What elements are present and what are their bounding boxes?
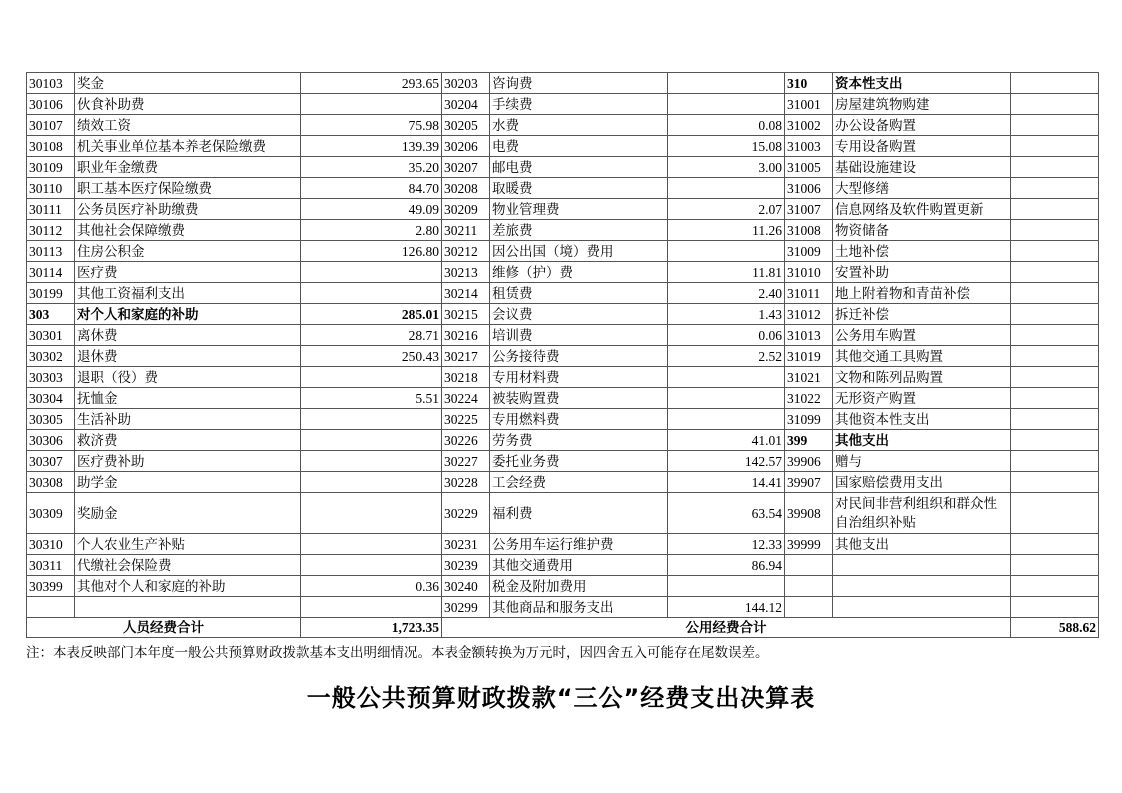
cell-b-name: 其他交通费用 xyxy=(490,555,668,576)
cell-c-name: 信息网络及软件购置更新 xyxy=(833,199,1011,220)
cell-b-amt: 3.00 xyxy=(668,157,785,178)
cell-b-code: 30215 xyxy=(442,304,490,325)
cell-b-code: 30204 xyxy=(442,94,490,115)
table-row xyxy=(27,262,1099,283)
cell-b-amt: 0.06 xyxy=(668,325,785,346)
cell-c-amt xyxy=(1011,73,1099,94)
cell-b-amt: 0.08 xyxy=(668,115,785,136)
cell-b-amt: 144.12 xyxy=(668,597,785,618)
cell-c-name: 安置补助 xyxy=(833,262,1011,283)
cell-a-amt xyxy=(301,409,442,430)
cell-b-name: 电费 xyxy=(490,136,668,157)
cell-a-code xyxy=(27,597,75,618)
cell-c-name xyxy=(833,555,1011,576)
cell-a-code: 30305 xyxy=(27,409,75,430)
cell-b-amt xyxy=(668,367,785,388)
cell-b-code: 30228 xyxy=(442,472,490,493)
cell-b-name: 公务用车运行维护费 xyxy=(490,534,668,555)
cell-b-code: 30217 xyxy=(442,346,490,367)
cell-a-name: 职工基本医疗保险缴费 xyxy=(75,178,301,199)
cell-b-name: 公务接待费 xyxy=(490,346,668,367)
cell-c-name: 大型修缮 xyxy=(833,178,1011,199)
cell-b-code: 30229 xyxy=(442,493,490,534)
cell-c-name: 地上附着物和青苗补偿 xyxy=(833,283,1011,304)
cell-b-amt: 15.08 xyxy=(668,136,785,157)
cell-c-name: 办公设备购置 xyxy=(833,115,1011,136)
cell-c-amt xyxy=(1011,262,1099,283)
cell-a-amt: 0.36 xyxy=(301,576,442,597)
cell-a-code: 30304 xyxy=(27,388,75,409)
cell-a-code: 30310 xyxy=(27,534,75,555)
cell-b-amt xyxy=(668,409,785,430)
cell-a-name: 职业年金缴费 xyxy=(75,157,301,178)
cell-c-code: 31013 xyxy=(785,325,833,346)
cell-c-name: 其他资本性支出 xyxy=(833,409,1011,430)
cell-c-amt xyxy=(1011,388,1099,409)
cell-a-amt: 250.43 xyxy=(301,346,442,367)
cell-a-name: 其他对个人和家庭的补助 xyxy=(75,576,301,597)
cell-b-name: 税金及附加费用 xyxy=(490,576,668,597)
cell-a-code: 30114 xyxy=(27,262,75,283)
cell-b-amt: 63.54 xyxy=(668,493,785,534)
table-row xyxy=(27,157,1099,178)
table-row xyxy=(27,115,1099,136)
cell-a-amt: 285.01 xyxy=(301,304,442,325)
cell-a-name: 退职（役）费 xyxy=(75,367,301,388)
cell-a-code: 30308 xyxy=(27,472,75,493)
cell-b-code: 30214 xyxy=(442,283,490,304)
cell-c-name: 基础设施建设 xyxy=(833,157,1011,178)
cell-a-name: 奖金 xyxy=(75,73,301,94)
cell-a-code: 30109 xyxy=(27,157,75,178)
cell-a-name: 代缴社会保险费 xyxy=(75,555,301,576)
cell-a-code: 30307 xyxy=(27,451,75,472)
cell-c-name: 其他交通工具购置 xyxy=(833,346,1011,367)
table-note: 注：本表反映部门本年度一般公共预算财政拨款基本支出明细情况。本表金额转换为万元时，因四舍五入可能存在尾数误差。 xyxy=(26,645,769,660)
cell-b-amt: 11.26 xyxy=(668,220,785,241)
cell-a-amt: 49.09 xyxy=(301,199,442,220)
cell-a-name xyxy=(75,597,301,618)
cell-a-code: 30399 xyxy=(27,576,75,597)
cell-c-code: 31022 xyxy=(785,388,833,409)
cell-b-name: 物业管理费 xyxy=(490,199,668,220)
cell-a-name: 助学金 xyxy=(75,472,301,493)
cell-c-code xyxy=(785,576,833,597)
cell-c-amt xyxy=(1011,346,1099,367)
cell-c-amt xyxy=(1011,94,1099,115)
cell-b-name: 因公出国（境）费用 xyxy=(490,241,668,262)
cell-b-code: 30225 xyxy=(442,409,490,430)
cell-b-amt xyxy=(668,576,785,597)
table-row xyxy=(27,430,1099,451)
cell-a-amt xyxy=(301,430,442,451)
cell-c-code: 39906 xyxy=(785,451,833,472)
cell-b-code: 30209 xyxy=(442,199,490,220)
cell-c-code: 31006 xyxy=(785,178,833,199)
cell-b-name: 租赁费 xyxy=(490,283,668,304)
cell-c-amt xyxy=(1011,157,1099,178)
cell-a-name: 绩效工资 xyxy=(75,115,301,136)
cell-c-amt xyxy=(1011,199,1099,220)
cell-a-amt xyxy=(301,367,442,388)
personnel-total-label: 人员经费合计 xyxy=(27,618,301,638)
cell-a-code: 30199 xyxy=(27,283,75,304)
cell-c-code: 31003 xyxy=(785,136,833,157)
cell-b-code: 30299 xyxy=(442,597,490,618)
cell-b-name: 培训费 xyxy=(490,325,668,346)
cell-a-name: 对个人和家庭的补助 xyxy=(75,304,301,325)
personnel-total-amount: 1,723.35 xyxy=(301,618,442,638)
public-total-amount: 588.62 xyxy=(1011,618,1099,638)
cell-a-amt: 75.98 xyxy=(301,115,442,136)
cell-b-name: 取暖费 xyxy=(490,178,668,199)
cell-b-name: 差旅费 xyxy=(490,220,668,241)
table-row xyxy=(27,409,1099,430)
cell-a-amt: 139.39 xyxy=(301,136,442,157)
cell-a-code: 30110 xyxy=(27,178,75,199)
cell-b-amt xyxy=(668,388,785,409)
cell-a-amt: 2.80 xyxy=(301,220,442,241)
cell-c-code: 31021 xyxy=(785,367,833,388)
cell-c-code: 31002 xyxy=(785,115,833,136)
cell-b-name: 邮电费 xyxy=(490,157,668,178)
cell-a-code: 30107 xyxy=(27,115,75,136)
cell-a-code: 30113 xyxy=(27,241,75,262)
cell-c-amt xyxy=(1011,472,1099,493)
cell-c-code: 31019 xyxy=(785,346,833,367)
cell-a-amt xyxy=(301,493,442,534)
cell-c-name: 房屋建筑物购建 xyxy=(833,94,1011,115)
table-row xyxy=(27,597,1099,618)
cell-c-code: 31010 xyxy=(785,262,833,283)
cell-c-code: 31009 xyxy=(785,241,833,262)
cell-a-name: 退休费 xyxy=(75,346,301,367)
cell-b-amt: 2.52 xyxy=(668,346,785,367)
cell-c-code: 39908 xyxy=(785,493,833,534)
cell-a-code: 30311 xyxy=(27,555,75,576)
cell-c-amt xyxy=(1011,304,1099,325)
cell-b-name: 福利费 xyxy=(490,493,668,534)
cell-c-code: 31007 xyxy=(785,199,833,220)
cell-c-amt xyxy=(1011,555,1099,576)
cell-b-name: 专用材料费 xyxy=(490,367,668,388)
cell-c-name: 国家赔偿费用支出 xyxy=(833,472,1011,493)
cell-c-code: 31005 xyxy=(785,157,833,178)
table-row xyxy=(27,73,1099,94)
cell-b-amt: 142.57 xyxy=(668,451,785,472)
cell-a-code: 30106 xyxy=(27,94,75,115)
cell-b-code: 30212 xyxy=(442,241,490,262)
cell-a-name: 救济费 xyxy=(75,430,301,451)
cell-a-amt: 28.71 xyxy=(301,325,442,346)
cell-a-amt xyxy=(301,555,442,576)
cell-a-name: 公务员医疗补助缴费 xyxy=(75,199,301,220)
cell-b-code: 30227 xyxy=(442,451,490,472)
cell-a-code: 30103 xyxy=(27,73,75,94)
cell-c-amt xyxy=(1011,241,1099,262)
cell-a-name: 其他社会保障缴费 xyxy=(75,220,301,241)
cell-a-amt xyxy=(301,283,442,304)
table-row xyxy=(27,178,1099,199)
cell-c-amt xyxy=(1011,597,1099,618)
cell-a-amt: 126.80 xyxy=(301,241,442,262)
cell-a-name: 离休费 xyxy=(75,325,301,346)
cell-c-name: 土地补偿 xyxy=(833,241,1011,262)
cell-b-code: 30216 xyxy=(442,325,490,346)
cell-b-code: 30206 xyxy=(442,136,490,157)
cell-c-amt xyxy=(1011,576,1099,597)
cell-b-amt xyxy=(668,73,785,94)
cell-c-amt xyxy=(1011,178,1099,199)
cell-c-code xyxy=(785,597,833,618)
cell-c-name: 其他支出 xyxy=(833,534,1011,555)
cell-c-amt xyxy=(1011,220,1099,241)
cell-b-amt: 86.94 xyxy=(668,555,785,576)
table-row xyxy=(27,220,1099,241)
table-row xyxy=(27,325,1099,346)
cell-c-amt xyxy=(1011,283,1099,304)
cell-b-code: 30239 xyxy=(442,555,490,576)
cell-c-amt xyxy=(1011,367,1099,388)
cell-a-amt: 35.20 xyxy=(301,157,442,178)
cell-c-name: 文物和陈列品购置 xyxy=(833,367,1011,388)
table-row xyxy=(27,367,1099,388)
cell-c-code: 31012 xyxy=(785,304,833,325)
cell-a-amt: 84.70 xyxy=(301,178,442,199)
totals-row xyxy=(27,618,1099,638)
cell-b-name: 劳务费 xyxy=(490,430,668,451)
cell-a-code: 30306 xyxy=(27,430,75,451)
cell-a-amt xyxy=(301,597,442,618)
cell-b-name: 工会经费 xyxy=(490,472,668,493)
table-row xyxy=(27,136,1099,157)
cell-b-amt: 41.01 xyxy=(668,430,785,451)
cell-c-name: 赠与 xyxy=(833,451,1011,472)
table-row xyxy=(27,283,1099,304)
cell-a-name: 医疗费补助 xyxy=(75,451,301,472)
cell-c-code: 31001 xyxy=(785,94,833,115)
cell-c-name: 对民间非营利组织和群众性自治组织补贴 xyxy=(833,493,1011,534)
cell-a-code: 30108 xyxy=(27,136,75,157)
cell-a-code: 30303 xyxy=(27,367,75,388)
next-section-title: 一般公共预算财政拨款“三公”经费支出决算表 xyxy=(306,684,816,712)
cell-a-code: 30112 xyxy=(27,220,75,241)
cell-a-code: 30309 xyxy=(27,493,75,534)
cell-a-code: 30302 xyxy=(27,346,75,367)
cell-c-amt xyxy=(1011,451,1099,472)
cell-b-code: 30231 xyxy=(442,534,490,555)
cell-a-amt xyxy=(301,451,442,472)
cell-c-name: 专用设备购置 xyxy=(833,136,1011,157)
cell-a-name: 个人农业生产补贴 xyxy=(75,534,301,555)
public-total-label: 公用经费合计 xyxy=(442,618,1011,638)
cell-b-code: 30208 xyxy=(442,178,490,199)
table-body xyxy=(27,73,1099,618)
table-row xyxy=(27,199,1099,220)
cell-c-code: 399 xyxy=(785,430,833,451)
cell-b-name: 委托业务费 xyxy=(490,451,668,472)
cell-b-code: 30205 xyxy=(442,115,490,136)
cell-a-amt xyxy=(301,94,442,115)
table-row xyxy=(27,346,1099,367)
cell-b-name: 水费 xyxy=(490,115,668,136)
cell-b-name: 其他商品和服务支出 xyxy=(490,597,668,618)
cell-b-amt xyxy=(668,241,785,262)
cell-b-name: 手续费 xyxy=(490,94,668,115)
cell-c-amt xyxy=(1011,136,1099,157)
cell-a-name: 其他工资福利支出 xyxy=(75,283,301,304)
cell-c-amt xyxy=(1011,534,1099,555)
cell-a-name: 机关事业单位基本养老保险缴费 xyxy=(75,136,301,157)
cell-c-code: 310 xyxy=(785,73,833,94)
table-row xyxy=(27,94,1099,115)
cell-a-code: 30301 xyxy=(27,325,75,346)
cell-a-code: 30111 xyxy=(27,199,75,220)
cell-a-amt xyxy=(301,262,442,283)
cell-a-amt xyxy=(301,534,442,555)
cell-c-amt xyxy=(1011,430,1099,451)
cell-a-name: 抚恤金 xyxy=(75,388,301,409)
cell-b-name: 被装购置费 xyxy=(490,388,668,409)
cell-c-name: 物资储备 xyxy=(833,220,1011,241)
cell-b-name: 维修（护）费 xyxy=(490,262,668,283)
cell-b-code: 30211 xyxy=(442,220,490,241)
table-row xyxy=(27,451,1099,472)
expenditure-detail-table xyxy=(26,72,1099,638)
cell-b-amt: 12.33 xyxy=(668,534,785,555)
cell-b-code: 30218 xyxy=(442,367,490,388)
cell-c-code: 31011 xyxy=(785,283,833,304)
cell-a-name: 生活补助 xyxy=(75,409,301,430)
cell-b-name: 专用燃料费 xyxy=(490,409,668,430)
table-row xyxy=(27,241,1099,262)
cell-a-code: 303 xyxy=(27,304,75,325)
table-row xyxy=(27,576,1099,597)
cell-b-amt xyxy=(668,178,785,199)
cell-c-amt xyxy=(1011,493,1099,534)
table-row xyxy=(27,534,1099,555)
cell-b-code: 30240 xyxy=(442,576,490,597)
cell-b-amt: 1.43 xyxy=(668,304,785,325)
cell-c-name: 公务用车购置 xyxy=(833,325,1011,346)
cell-c-name: 拆迁补偿 xyxy=(833,304,1011,325)
cell-b-code: 30226 xyxy=(442,430,490,451)
table-row xyxy=(27,472,1099,493)
cell-c-code: 39907 xyxy=(785,472,833,493)
cell-c-code: 31008 xyxy=(785,220,833,241)
cell-b-code: 30213 xyxy=(442,262,490,283)
table-row xyxy=(27,388,1099,409)
cell-b-name: 咨询费 xyxy=(490,73,668,94)
cell-c-name: 其他支出 xyxy=(833,430,1011,451)
cell-c-amt xyxy=(1011,115,1099,136)
cell-b-code: 30207 xyxy=(442,157,490,178)
table-row xyxy=(27,555,1099,576)
cell-b-amt: 11.81 xyxy=(668,262,785,283)
cell-a-amt: 5.51 xyxy=(301,388,442,409)
cell-c-code xyxy=(785,555,833,576)
cell-a-amt xyxy=(301,472,442,493)
table-row xyxy=(27,493,1099,534)
cell-a-amt: 293.65 xyxy=(301,73,442,94)
cell-b-amt: 2.07 xyxy=(668,199,785,220)
cell-c-name: 资本性支出 xyxy=(833,73,1011,94)
cell-c-amt xyxy=(1011,325,1099,346)
cell-b-name: 会议费 xyxy=(490,304,668,325)
cell-c-amt xyxy=(1011,409,1099,430)
cell-b-amt: 2.40 xyxy=(668,283,785,304)
cell-c-code: 31099 xyxy=(785,409,833,430)
cell-a-name: 奖励金 xyxy=(75,493,301,534)
table-row xyxy=(27,304,1099,325)
cell-c-code: 39999 xyxy=(785,534,833,555)
cell-b-code: 30203 xyxy=(442,73,490,94)
cell-b-code: 30224 xyxy=(442,388,490,409)
cell-a-name: 住房公积金 xyxy=(75,241,301,262)
cell-c-name xyxy=(833,597,1011,618)
cell-b-amt: 14.41 xyxy=(668,472,785,493)
cell-c-name: 无形资产购置 xyxy=(833,388,1011,409)
cell-a-name: 医疗费 xyxy=(75,262,301,283)
cell-b-amt xyxy=(668,94,785,115)
cell-a-name: 伙食补助费 xyxy=(75,94,301,115)
cell-c-name xyxy=(833,576,1011,597)
